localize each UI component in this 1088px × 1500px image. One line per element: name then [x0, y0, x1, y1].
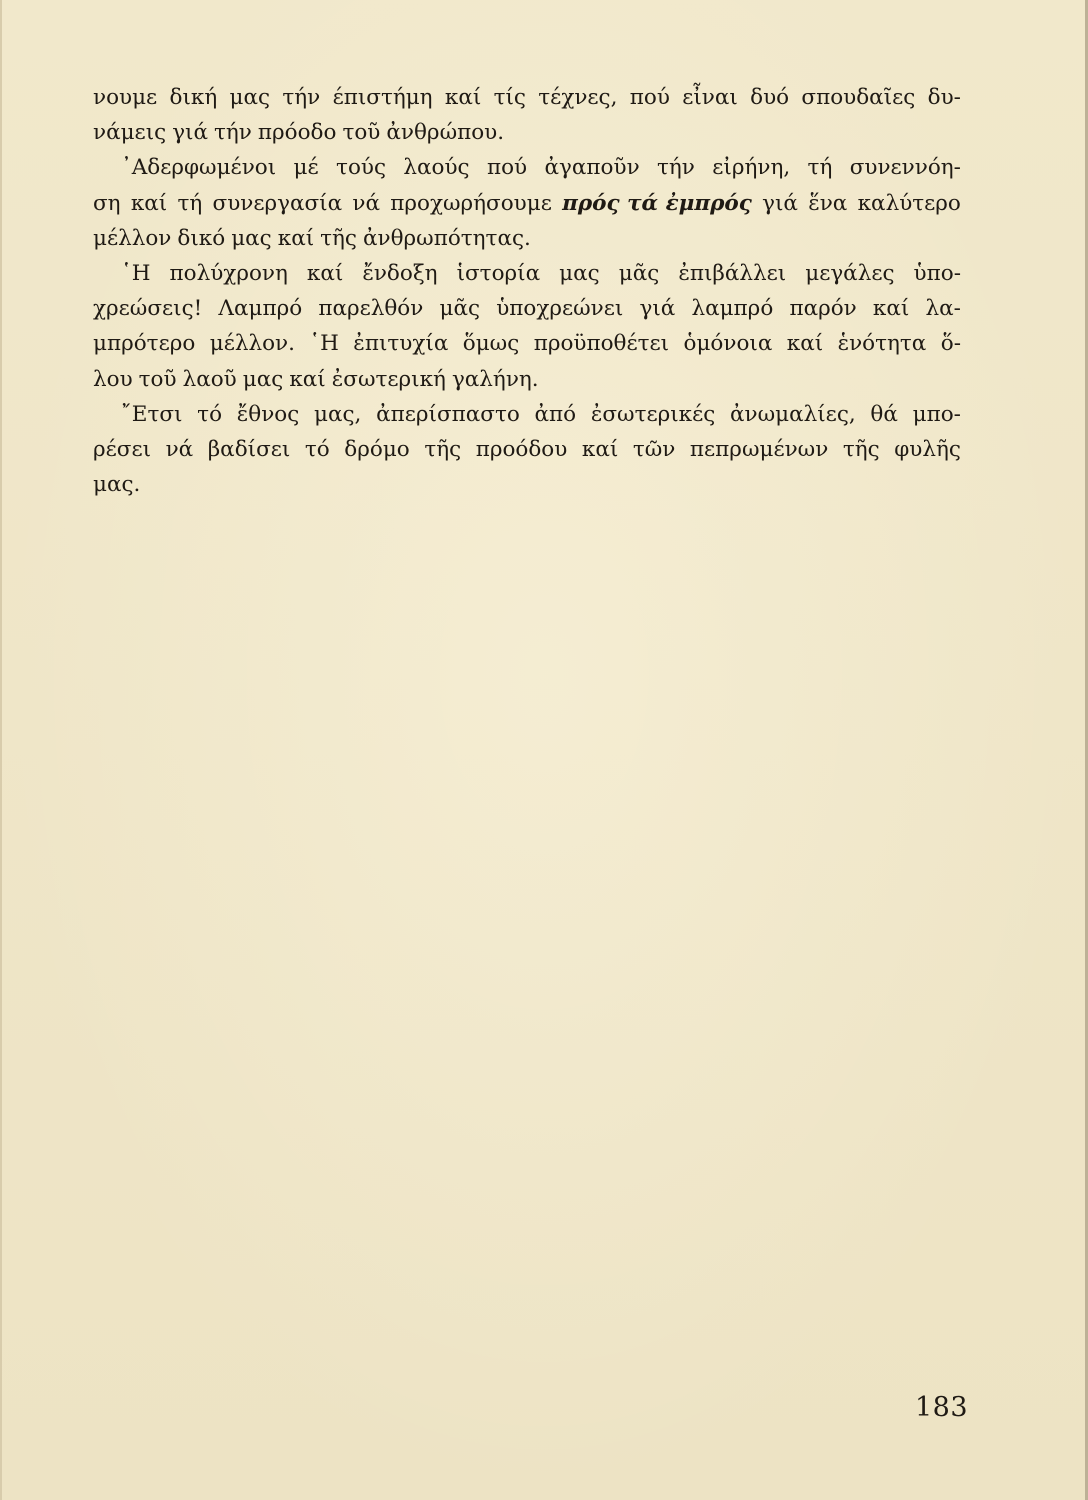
text-line: χρεώσεις! Λαμπρό παρελθόν μᾶς ὑποχρεώνει γιά λαμπρό παρόν καί λα- [93, 296, 961, 322]
text-line: ῾Η πολύχρονη καί ἔνδοξη ἱστορία μας μᾶς ἐπιβάλλει μεγάλες ὑπο- [121, 260, 961, 286]
text-line: ρέσει νά βαδίσει τό δρόμο τῆς προόδου καί τῶν πεπρωμένων τῆς φυλῆς [93, 436, 961, 462]
text-line: μέλλον δικό μας καί τῆς ἀνθρωπότητας. [93, 225, 531, 251]
page-number: 183 [915, 1392, 969, 1423]
page-left-edge [0, 0, 2, 1500]
text-line: νουμε δική μας τήν έπιστήμη καί τίς τέχνες, πού εἶναι δυό σπουδαῖες δυ- [93, 85, 961, 110]
text-line: ση καί τή συνεργασία νά προχωρήσουμε πρός τά ἐμπρός γιά ἕνα καλύτερο [93, 190, 961, 216]
text-line: ῎Ετσι τό ἔθνος μας, ἀπερίσπαστο ἀπό ἐσωτερικές ἀνωμαλίες, θά μπο- [121, 401, 961, 427]
text-line: ᾽Αδερφωμένοι μέ τούς λαούς πού ἀγαποῦν τήν εἰρήνη, τή συνεννόη- [121, 155, 961, 181]
body-text [93, 80, 961, 502]
text-line: νάμεις γιά τήν πρόοδο τοῦ ἀνθρώπου. [93, 120, 505, 146]
text-line: μπρότερο μέλλον. ῾Η ἐπιτυχία ὅμως προϋποθέτει ὁμόνοια καί ἑνότητα ὅ- [93, 331, 961, 357]
text-line: μας. [93, 472, 141, 498]
text-line: λου τοῦ λαοῦ μας καί ἐσωτερική γαλήνη. [93, 366, 539, 392]
